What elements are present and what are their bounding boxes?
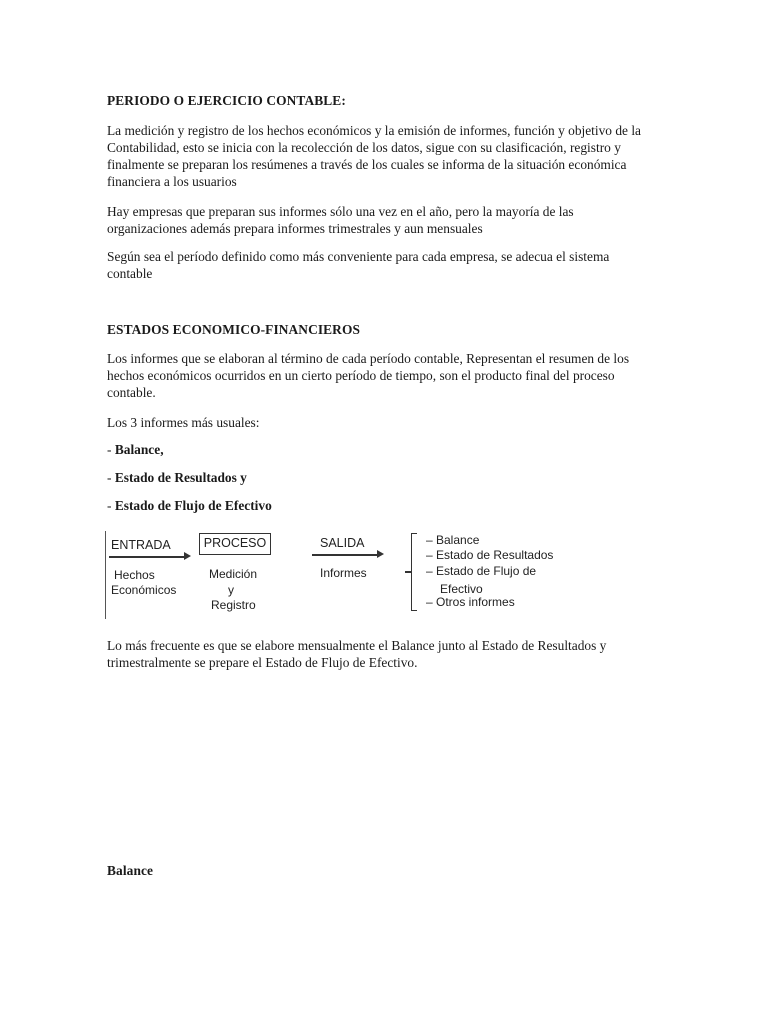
output-bracket-tick [405, 571, 412, 573]
paragraph-medicion [107, 122, 667, 190]
entrada-arrow-line [109, 556, 185, 558]
text-line: organizaciones además prepara informes trimestrales y aun mensuales [107, 221, 483, 236]
paragraph-informes [107, 350, 667, 401]
paragraph-usuales: Los 3 informes más usuales: [107, 415, 260, 430]
section-heading-balance: Balance [107, 863, 154, 878]
diagram-entrada-label: ENTRADA [111, 538, 171, 552]
diagram-output-flujo: – Estado de Flujo de [426, 564, 537, 578]
text-line: hechos económicos ocurridos en un cierto período de tiempo, son el producto final del proceso [107, 368, 615, 383]
diagram-left-border [105, 531, 106, 619]
process-diagram [105, 527, 575, 622]
text-line: Contabilidad, esto se inicia con la recolección de los datos, sigue con su clasificación, registro y [107, 140, 621, 155]
diagram-output-resultados: – Estado de Resultados [426, 548, 554, 562]
diagram-medicion-3: Registro [211, 598, 256, 612]
list-label: Balance, [114, 442, 164, 457]
salida-arrow-line [312, 554, 378, 556]
diagram-hechos-2: Económicos [111, 583, 177, 597]
section-heading-estados: ESTADOS ECONOMICO-FINANCIEROS [107, 322, 361, 337]
text-line: financiera a los usuarios [107, 174, 237, 189]
paragraph-empresas [107, 203, 667, 237]
paragraph-frecuente [107, 637, 667, 671]
text-line: contable. [107, 385, 156, 400]
paragraph-periodo [107, 248, 667, 282]
diagram-informes: Informes [320, 566, 367, 580]
diagram-proceso-label: PROCESO [203, 536, 267, 550]
list-dash: - [107, 498, 115, 513]
diagram-output-efectivo: Efectivo [440, 582, 483, 596]
diagram-proceso-box [199, 533, 271, 555]
list-label: Estado de Resultados y [114, 470, 247, 485]
text-line: contable [107, 266, 153, 281]
text-line: Lo más frecuente es que se elabore mensualmente el Balance junto al Estado de Resultados y [107, 638, 607, 653]
diagram-output-otros: – Otros informes [426, 595, 515, 609]
list-dash: - [107, 470, 115, 485]
entrada-arrow-head-icon [184, 552, 191, 560]
diagram-hechos-1: Hechos [114, 568, 155, 582]
salida-arrow-head-icon [377, 550, 384, 558]
section-heading-periodo: PERIODO O EJERCICIO CONTABLE: [107, 93, 346, 108]
list-item-resultados [107, 470, 247, 486]
list-dash: - [107, 442, 115, 457]
list-item-flujo [107, 498, 272, 514]
text-line: Según sea el período definido como más conveniente para cada empresa, se adecua el sistema [107, 249, 610, 264]
diagram-output-balance: – Balance [426, 533, 480, 547]
list-item-balance [107, 442, 164, 458]
text-line: Los informes que se elaboran al término de cada período contable, Representan el resumen de los [107, 351, 630, 366]
text-line: Hay empresas que preparan sus informes sólo una vez en el año, pero la mayoría de las [107, 204, 574, 219]
text-line: trimestralmente se prepare el Estado de Flujo de Efectivo. [107, 655, 418, 670]
text-line: La medición y registro de los hechos económicos y la emisión de informes, función y objetivo de la [107, 123, 642, 138]
text-line: finalmente se preparan los resúmenes a través de los cuales se informa de la situación económica [107, 157, 627, 172]
diagram-salida-label: SALIDA [320, 536, 365, 550]
diagram-medicion-2: y [228, 583, 234, 597]
diagram-medicion-1: Medición [209, 567, 258, 581]
list-label: Estado de Flujo de Efectivo [114, 498, 272, 513]
